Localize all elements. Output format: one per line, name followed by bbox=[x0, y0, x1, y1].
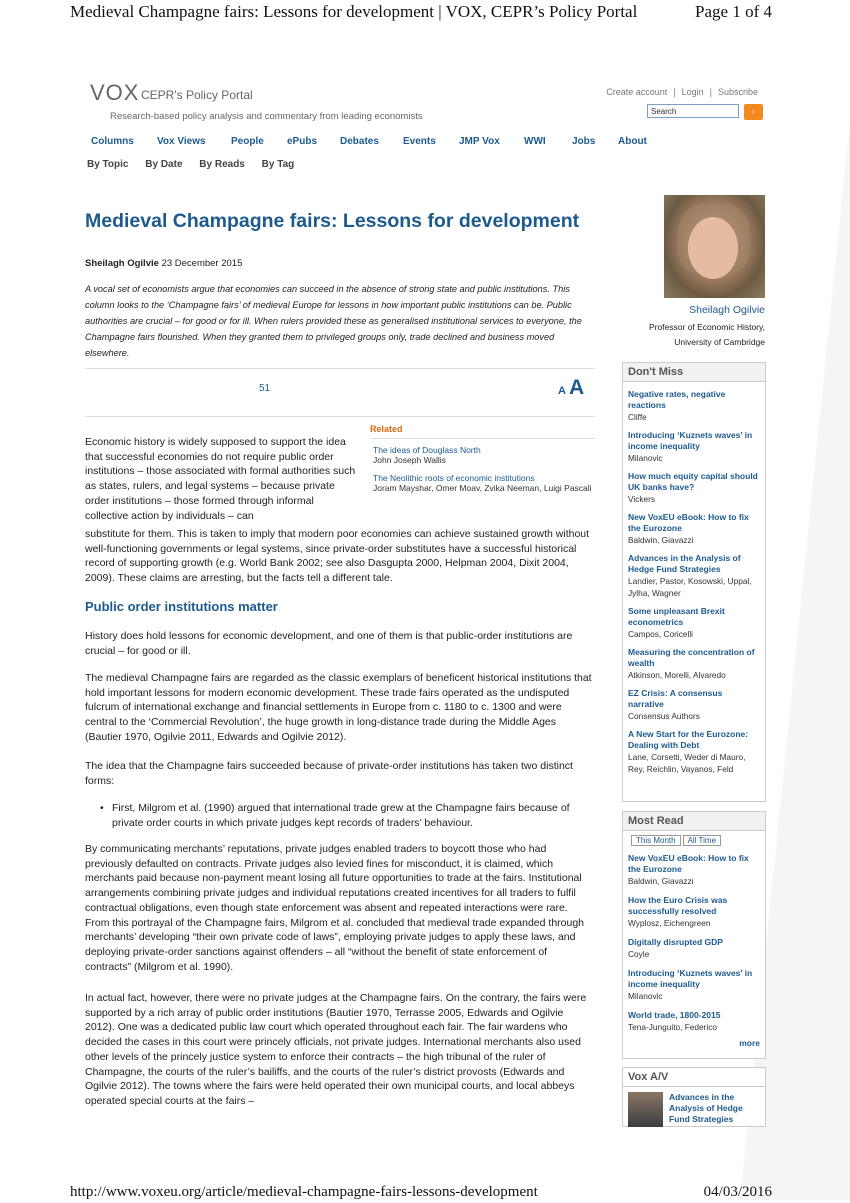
print-footer bbox=[70, 1184, 772, 1201]
login-link[interactable]: Login bbox=[681, 87, 704, 97]
list-item-title[interactable]: New VoxEU eBook: How to fix the Eurozone bbox=[628, 853, 749, 874]
list-item-title[interactable]: How much equity capital should UK banks have? bbox=[628, 471, 758, 492]
list-item-author: Milanovic bbox=[628, 991, 663, 1001]
article-paragraph: By communicating merchants’ reputations, private judges enabled traders to boycott those who had previously defaulted on contracts. Private judges also levied fines for misconduct, it is claimed, which merchants paid because non-payment meant losing all future opportunities to trade at the fairs. Institutional arrangements combining private judges and individual reputations created incentives for all traders to fulfil contractual obligations, even though state enforcement was absent and repeated interactions were rare. From this portrayal of the Champagne fairs, Milgrom et al. concluded that medieval trade expanded through merchants’ developing “their own private code of laws”, employing private judges to apply these laws, and deploying private-order sanctions against offenders – all “without the benefit of state enforcement of contracts” (Milgrom et al. 1990). bbox=[85, 843, 585, 973]
list-item-author: Lane, Corsetti, Weder di Mauro, Rey, Reichlin, Vayanos, Feld bbox=[628, 752, 746, 774]
article-paragraph: substitute for them. This is taken to imply that modern poor economies can achieve sustained growth without well-functioning governments or legal systems, since private-order substitutes have a successful historical record of supporting growth (e.g. World Bank 2002; see also Dasgupta 2000, Helpman 2004, Dixit 2004, 2009). These claims are arresting, but the facts tell a different tale. bbox=[85, 528, 590, 585]
article-paragraph: Economic history is widely supposed to support the idea that successful economies do not require public order institutions – those associated with formal authorities such as states, rulers, and legal systems – because private order institutions – those formed through informal collective action by individuals – can bbox=[85, 436, 356, 522]
list-item-author: Vickers bbox=[628, 494, 656, 504]
account-links: Create account | Login | Subscribe bbox=[606, 87, 758, 97]
list-item-title[interactable]: Measuring the concentration of wealth bbox=[628, 647, 755, 668]
list-item-title[interactable]: Digitally disrupted GDP bbox=[628, 937, 723, 947]
article-paragraph: In actual fact, however, there were no private judges at the Champagne fairs. On the contrary, the fairs were supported by a rich array of public order institutions (Bautier 1970, Terrasse 2005, Edwards and Ogilvie 2012). One was a dedicated public law court which operated throughout each fair. The fair wardens who decided the cases in this court were princely officials, not private judges. International merchants also used other levels of the princely justice system to enforce their contracts – the high tribunal of the ruler of Champagne, the courts of the ruler’s bailiffs, and the courts of the ruler’s district provosts (Edwards and Ogilvie 2012). The towns where the fairs were held operated their own municipal courts, and local abbeys operated special courts at the fairs – bbox=[85, 992, 587, 1107]
print-header bbox=[70, 2, 772, 22]
list-item-title[interactable]: World trade, 1800-2015 bbox=[628, 1010, 721, 1020]
list-item-title[interactable]: Introducing ‘Kuznets waves’ in income inequality bbox=[628, 430, 753, 451]
author-photo bbox=[664, 195, 765, 298]
byline-date: 23 December 2015 bbox=[161, 258, 243, 269]
vox-av-title[interactable]: Advances in the Analysis of Hedge Fund Strategies bbox=[669, 1092, 743, 1124]
more-link[interactable]: more bbox=[739, 1038, 760, 1048]
list-item-title[interactable]: Advances in the Analysis of Hedge Fund Strategies bbox=[628, 553, 741, 574]
video-thumbnail[interactable] bbox=[628, 1092, 663, 1127]
print-url: http://www.voxeu.org/article/medieval-champagne-fairs-lessons-development bbox=[70, 1184, 538, 1200]
site-logo[interactable]: VOX bbox=[90, 80, 140, 105]
related-author: Joram Mayshar, Omer Moav, Zvika Neeman, Luigi Pascali bbox=[373, 483, 592, 493]
create-account-link[interactable]: Create account bbox=[606, 87, 668, 97]
most-read-box bbox=[622, 811, 766, 1059]
list-item bbox=[623, 606, 765, 640]
list-item-author: Baldwin, Giavazzi bbox=[628, 535, 694, 545]
subnav-by-tag[interactable]: By Tag bbox=[261, 159, 295, 170]
font-smaller-button[interactable]: A bbox=[558, 385, 566, 397]
list-item bbox=[623, 647, 765, 681]
list-item bbox=[623, 430, 765, 464]
list-item-author: Consensus Authors bbox=[628, 711, 700, 721]
nav-epubs[interactable]: ePubs bbox=[287, 136, 318, 147]
subnav-by-date[interactable]: By Date bbox=[145, 159, 183, 170]
byline-author[interactable]: Sheilagh Ogilvie bbox=[85, 258, 159, 269]
nav-people[interactable]: People bbox=[231, 136, 264, 147]
related-box bbox=[370, 424, 595, 501]
article-paragraph: History does hold lessons for economic development, and one of them is that public-order institutions are crucial – for good or ill. bbox=[85, 630, 573, 657]
list-item-title[interactable]: Negative rates, negative reactions bbox=[628, 389, 726, 410]
list-item bbox=[623, 895, 765, 929]
list-item-title[interactable]: New VoxEU eBook: How to fix the Eurozone bbox=[628, 512, 749, 533]
section-heading: Public order institutions matter bbox=[85, 599, 278, 614]
font-larger-button[interactable]: A bbox=[568, 376, 585, 399]
list-item-author: Coyle bbox=[628, 949, 650, 959]
sub-nav bbox=[87, 159, 308, 170]
related-link[interactable]: The Neolithic roots of economic institutions bbox=[373, 473, 535, 483]
font-size-controls bbox=[558, 376, 584, 400]
subnav-by-reads[interactable]: By Reads bbox=[199, 159, 245, 170]
list-item-author: Landier, Pastor, Kosowski, Uppal, Jylha, Wagner bbox=[628, 576, 752, 598]
nav-jobs[interactable]: Jobs bbox=[572, 136, 596, 147]
divider bbox=[85, 368, 595, 369]
site-logo-subtitle: CEPR's Policy Portal bbox=[141, 88, 253, 102]
list-item-author: Atkinson, Morelli, Alvaredo bbox=[628, 670, 726, 680]
nav-events[interactable]: Events bbox=[403, 136, 436, 147]
byline bbox=[85, 258, 242, 269]
subscribe-link[interactable]: Subscribe bbox=[717, 87, 758, 97]
share-count: 51 bbox=[259, 383, 271, 394]
list-item-author: Tena-Junguito, Federico bbox=[628, 1022, 718, 1032]
author-name[interactable]: Sheilagh Ogilvie bbox=[689, 304, 765, 316]
related-heading: Related bbox=[370, 424, 595, 439]
bullet-item: • First, Milgrom et al. (1990) argued that international trade grew at the Champagne fairs because of private order courts in which private judges kept records of traders’ behaviour. bbox=[100, 802, 570, 829]
nav-debates[interactable]: Debates bbox=[340, 136, 379, 147]
list-item bbox=[623, 553, 765, 599]
article-paragraph: The medieval Champagne fairs are regarded as the classic exemplars of beneficent historical institutions that hold important lessons for modern economic development. These trade fairs operated as the undisputed fulcrum of international exchange and financial settlements in Europe from c. 1180 to c. 1300 and were central to the ‘Commercial Revolution’, the huge growth in long-distance trade during the Middle Ages (Bautier 1970, Ogilvie 2011, Edwards and Ogilvie 2012). bbox=[85, 672, 592, 743]
list-item bbox=[623, 688, 765, 722]
list-item-author: Cliffe bbox=[628, 412, 647, 422]
site-tagline: Research-based policy analysis and commentary from leading economists bbox=[110, 111, 423, 122]
list-item-title[interactable]: EZ Crisis: A consensus narrative bbox=[628, 688, 723, 709]
list-item-title[interactable]: How the Euro Crisis was successfully resolved bbox=[628, 895, 728, 916]
list-item bbox=[623, 1010, 765, 1033]
nav-jmp-vox[interactable]: JMP Vox bbox=[459, 136, 500, 147]
related-author: John Joseph Wallis bbox=[373, 455, 446, 465]
print-date: 04/03/2016 bbox=[703, 1184, 772, 1200]
author-role: Professor of Economic History, University of Cambridge bbox=[648, 322, 765, 347]
nav-columns[interactable]: Columns bbox=[91, 136, 134, 147]
list-item-author: Wyplosz, Eichengreen bbox=[628, 918, 711, 928]
list-item bbox=[623, 389, 765, 423]
article-title: Medieval Champagne fairs: Lessons for development bbox=[85, 210, 580, 232]
list-item bbox=[623, 471, 765, 505]
most-read-heading: Most Read bbox=[623, 812, 765, 831]
list-item bbox=[623, 512, 765, 546]
print-title: Medieval Champagne fairs: Lessons for development | VOX, CEPR’s Policy Portal bbox=[70, 2, 638, 21]
related-link[interactable]: The ideas of Douglass North bbox=[373, 445, 481, 455]
list-item-author: Milanovic bbox=[628, 453, 663, 463]
dont-miss-heading: Don't Miss bbox=[623, 363, 765, 382]
tab-all-time[interactable]: All Time bbox=[683, 835, 721, 846]
nav-wwi[interactable]: WWI bbox=[524, 136, 546, 147]
vox-av-heading: Vox A/V bbox=[623, 1068, 765, 1087]
search-input[interactable]: Search bbox=[647, 104, 739, 118]
nav-about[interactable]: About bbox=[618, 136, 647, 147]
vox-av-box bbox=[622, 1067, 766, 1127]
list-item bbox=[623, 937, 765, 960]
list-item-author: Campos, Coricelli bbox=[628, 629, 694, 639]
list-item bbox=[623, 853, 765, 887]
bullet-marker: • bbox=[100, 802, 104, 814]
list-item-author: Baldwin, Giavazzi bbox=[628, 876, 694, 886]
dont-miss-box bbox=[622, 362, 766, 802]
list-item-title[interactable]: Some unpleasant Brexit econometrics bbox=[628, 606, 725, 627]
tab-this-month[interactable]: This Month bbox=[631, 835, 681, 846]
search-button[interactable]: › bbox=[744, 104, 763, 120]
divider bbox=[85, 416, 595, 417]
list-item-title[interactable]: A New Start for the Eurozone: Dealing with Debt bbox=[628, 729, 749, 750]
list-item-title[interactable]: Introducing ‘Kuznets waves’ in income inequality bbox=[628, 968, 753, 989]
article-paragraph: The idea that the Champagne fairs succeeded because of private-order institutions has taken two distinct forms: bbox=[85, 760, 573, 787]
print-page-number: Page 1 of 4 bbox=[695, 2, 772, 21]
list-item bbox=[623, 729, 765, 775]
article-abstract: A vocal set of economists argue that economies can succeed in the absence of strong state and public institutions. This column looks to the ‘Champagne fairs’ of medieval Europe for lessons in how important public institutions can be. Public authorities are crucial – for good or for ill. When rulers provided these as generalised institutional services to everyone, the Champagne fairs flourished. When they granted them to privileged groups only, trade declined and business moved elsewhere. bbox=[85, 284, 582, 358]
subnav-by-topic[interactable]: By Topic bbox=[87, 159, 129, 170]
nav-vox-views[interactable]: Vox Views bbox=[157, 136, 206, 147]
list-item bbox=[623, 968, 765, 1002]
